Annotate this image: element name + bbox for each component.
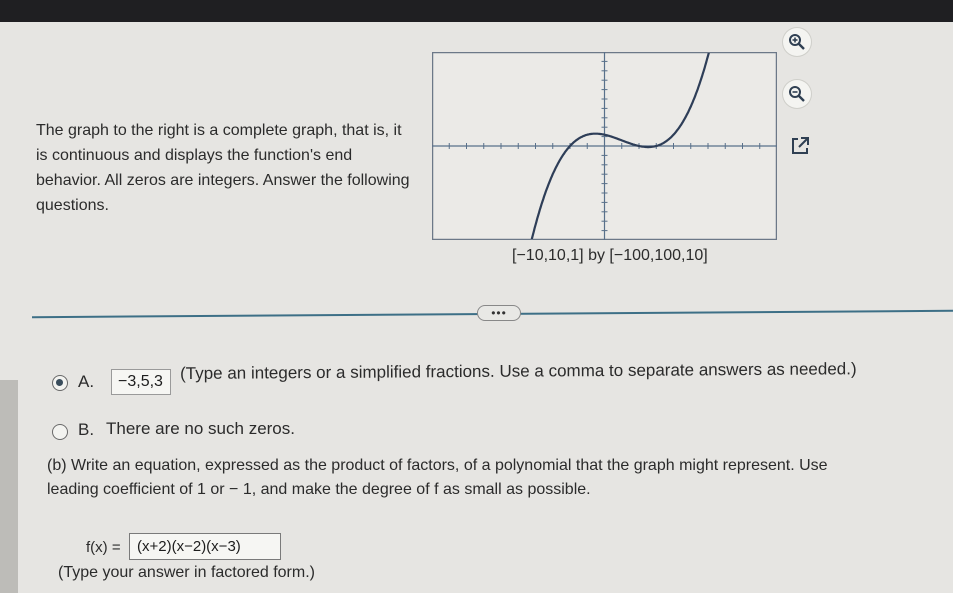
choice-b-radio[interactable] [52, 424, 68, 440]
factored-form-note: (Type your answer in factored form.) [58, 564, 315, 581]
choice-a-radio[interactable] [52, 375, 68, 391]
zeros-answer-field[interactable]: −3,5,3 [111, 369, 171, 395]
part-b-line-2: leading coefficient of 1 or − 1, and make the degree of f as small as possible. [47, 481, 591, 498]
choice-b-letter: B. [78, 420, 95, 439]
choice-b-text: There are no such zeros. [106, 419, 295, 438]
choice-a-hint: (Type an integers or a simplified fractions. Use a comma to separate answers as needed.) [180, 359, 857, 383]
part-b-line-1: (b) Write an equation, expressed as the product of factors, of a polynomial that the graph might represent. Use [47, 457, 828, 474]
zoom-in-button[interactable] [783, 28, 811, 56]
function-label: f(x) = [86, 539, 121, 556]
equation-answer-field[interactable]: (x+2)(x−2)(x−3) [129, 533, 281, 560]
viewing-window-label: [−10,10,1] by [−100,100,10] [512, 247, 708, 264]
problem-intro: The graph to the right is a complete graph, that is, it is continuous and displays the function's end behavior. All zeros are integers. Answer the following questions. [36, 122, 410, 214]
graph-svg [432, 52, 777, 240]
choice-a-letter: A. [78, 372, 95, 391]
function-graph [432, 52, 777, 240]
expand-more-button[interactable]: ••• [477, 305, 521, 321]
zoom-out-button[interactable] [783, 80, 811, 108]
part-b-question [47, 454, 953, 502]
top-bar [0, 0, 953, 22]
zoom-out-icon [788, 85, 806, 103]
left-edge-bar [0, 380, 18, 593]
zoom-in-icon [788, 33, 806, 51]
popout-button[interactable] [788, 134, 812, 158]
external-link-icon [788, 134, 812, 158]
